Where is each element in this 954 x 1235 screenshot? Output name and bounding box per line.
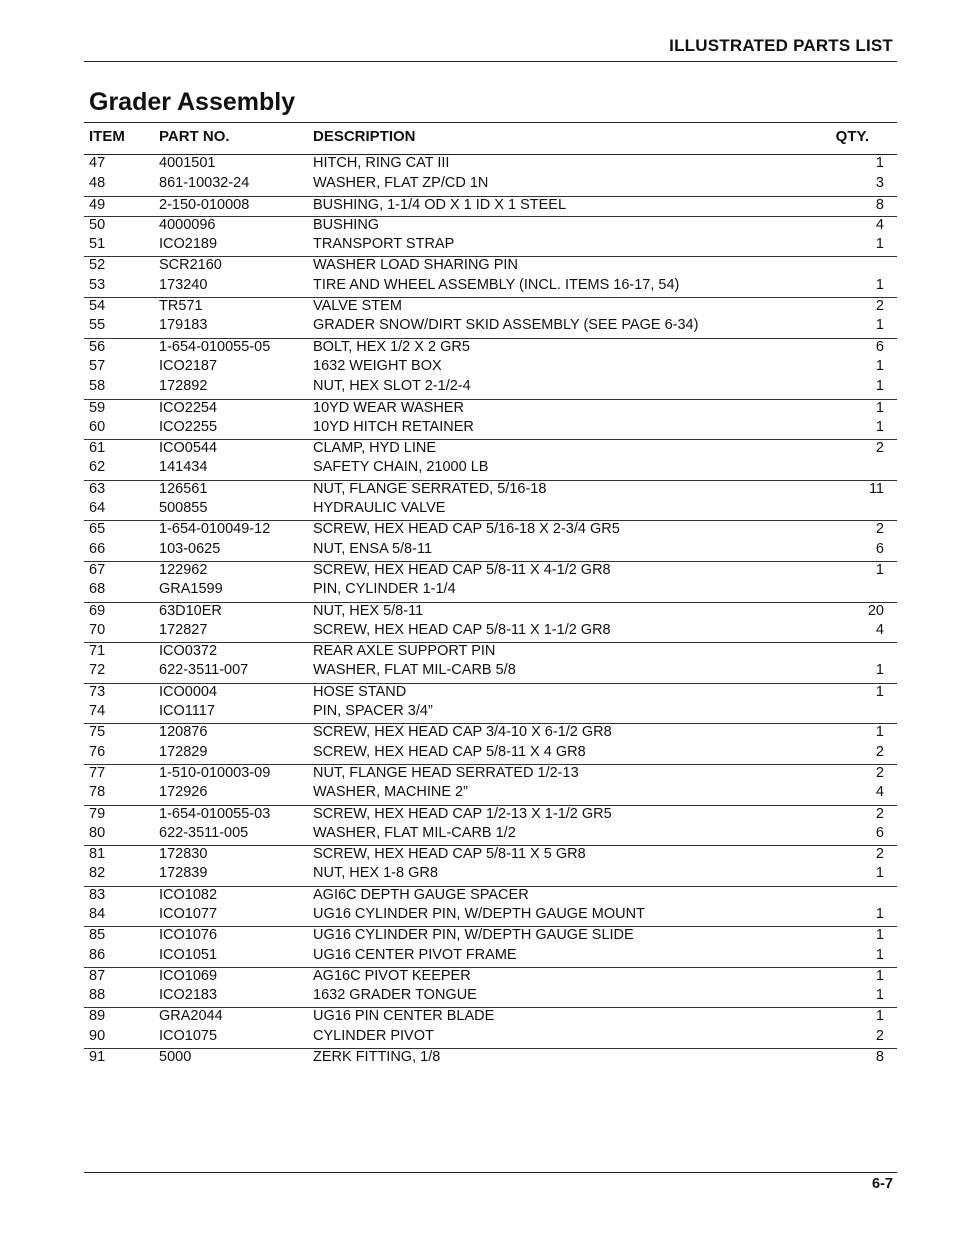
table-row <box>84 947 897 967</box>
row-description: AGI6C DEPTH GAUGE SPACER <box>313 886 529 903</box>
row-description: HYDRAULIC VALVE <box>313 500 446 517</box>
row-part-number: ICO0544 <box>159 440 218 457</box>
row-quantity: 1 <box>875 683 884 700</box>
row-item-number: 64 <box>89 500 106 517</box>
row-quantity: 1 <box>875 317 884 334</box>
row-item-number: 74 <box>89 703 106 720</box>
row-item-number: 81 <box>89 846 106 863</box>
table-row <box>84 216 897 236</box>
row-part-number: 172892 <box>159 378 208 395</box>
row-part-number: 172830 <box>159 846 208 863</box>
row-item-number: 57 <box>89 357 106 374</box>
row-description: WASHER LOAD SHARING PIN <box>313 257 518 274</box>
row-part-number: ICO2189 <box>159 236 218 253</box>
row-quantity: 1 <box>875 905 884 922</box>
row-item-number: 47 <box>89 155 106 171</box>
table-row <box>84 196 897 216</box>
row-description: WASHER, FLAT MIL-CARB 1/2 <box>313 824 516 841</box>
row-description: 10YD HITCH RETAINER <box>313 418 474 435</box>
row-part-number: 120876 <box>159 724 208 741</box>
table-header <box>84 124 897 155</box>
row-description: WASHER, FLAT MIL-CARB 5/8 <box>313 662 516 679</box>
table-row <box>84 439 897 459</box>
header-divider <box>84 61 897 62</box>
row-description: UG16 CYLINDER PIN, W/DEPTH GAUGE SLIDE <box>313 927 634 944</box>
row-part-number: 2-150-010008 <box>159 196 250 213</box>
row-part-number: 172829 <box>159 743 208 760</box>
row-quantity: 6 <box>875 540 884 557</box>
row-item-number: 60 <box>89 418 106 435</box>
row-quantity: 2 <box>875 764 884 781</box>
table-row <box>84 926 897 946</box>
row-item-number: 55 <box>89 317 106 334</box>
table-row <box>84 459 897 479</box>
row-item-number: 53 <box>89 276 106 293</box>
table-row <box>84 500 897 520</box>
row-description: ZERK FITTING, 1/8 <box>313 1049 441 1066</box>
row-item-number: 87 <box>89 967 106 984</box>
row-quantity: 1 <box>875 1008 884 1025</box>
table-row <box>84 297 897 317</box>
row-part-number: GRA1599 <box>159 581 223 598</box>
row-item-number: 78 <box>89 784 106 801</box>
row-item-number: 73 <box>89 683 106 700</box>
row-description: PIN, SPACER 3/4” <box>313 703 433 720</box>
row-quantity: 1 <box>875 418 884 435</box>
row-part-number: 4001501 <box>159 155 216 171</box>
row-quantity: 2 <box>875 521 884 538</box>
row-item-number: 89 <box>89 1008 106 1025</box>
row-item-number: 72 <box>89 662 106 679</box>
row-item-number: 79 <box>89 805 106 822</box>
column-header-description: DESCRIPTION <box>313 128 416 145</box>
row-item-number: 80 <box>89 824 106 841</box>
row-description: SCREW, HEX HEAD CAP 5/8-11 X 4 GR8 <box>313 743 586 760</box>
row-part-number: ICO1082 <box>159 886 218 903</box>
row-item-number: 88 <box>89 987 106 1004</box>
row-item-number: 68 <box>89 581 106 598</box>
table-row <box>84 480 897 500</box>
row-quantity: 2 <box>875 298 884 315</box>
row-description: GRADER SNOW/DIRT SKID ASSEMBLY (SEE PAGE 6-34) <box>313 317 699 334</box>
row-item-number: 59 <box>89 399 106 416</box>
row-description: WASHER, MACHINE 2” <box>313 784 468 801</box>
column-header-item: ITEM <box>89 128 125 145</box>
column-header-part-no: PART NO. <box>159 128 230 145</box>
row-item-number: 86 <box>89 946 106 963</box>
row-part-number: 5000 <box>159 1049 192 1066</box>
row-part-number: ICO0004 <box>159 683 218 700</box>
row-part-number: ICO1075 <box>159 1027 218 1044</box>
table-row <box>84 541 897 561</box>
table-row <box>84 399 897 419</box>
row-description: SCREW, HEX HEAD CAP 3/4-10 X 6-1/2 GR8 <box>313 724 612 741</box>
table-row <box>84 683 897 703</box>
table-row <box>84 378 897 398</box>
row-quantity: 8 <box>875 196 884 213</box>
table-row <box>84 642 897 662</box>
row-quantity: 2 <box>875 743 884 760</box>
table-row <box>84 520 897 540</box>
row-part-number: 172926 <box>159 784 208 801</box>
parts-table <box>84 124 897 1068</box>
row-description: NUT, HEX 5/8-11 <box>313 602 424 619</box>
row-part-number: 172839 <box>159 865 208 882</box>
row-description: CYLINDER PIVOT <box>313 1027 434 1044</box>
row-quantity: 6 <box>875 338 884 355</box>
row-quantity: 8 <box>875 1049 884 1066</box>
table-row <box>84 175 897 195</box>
table-row <box>84 987 897 1007</box>
table-row <box>84 1048 897 1068</box>
table-row <box>84 236 897 256</box>
table-row <box>84 865 897 885</box>
row-item-number: 85 <box>89 927 106 944</box>
table-row <box>84 784 897 804</box>
row-description: SCREW, HEX HEAD CAP 5/8-11 X 4-1/2 GR8 <box>313 561 611 578</box>
table-row <box>84 419 897 439</box>
row-description: NUT, HEX 1-8 GR8 <box>313 865 438 882</box>
row-item-number: 76 <box>89 743 106 760</box>
table-row <box>84 277 897 297</box>
row-item-number: 83 <box>89 886 106 903</box>
row-part-number: ICO2187 <box>159 357 218 374</box>
row-description: UG16 PIN CENTER BLADE <box>313 1008 495 1025</box>
table-row <box>84 1007 897 1027</box>
row-description: BUSHING <box>313 216 380 233</box>
row-description: 10YD WEAR WASHER <box>313 399 464 416</box>
row-quantity: 1 <box>875 724 884 741</box>
row-item-number: 52 <box>89 257 106 274</box>
row-part-number: ICO0372 <box>159 643 218 660</box>
row-quantity: 20 <box>867 602 884 619</box>
section-title: ILLUSTRATED PARTS LIST <box>669 36 893 55</box>
row-quantity: 2 <box>875 440 884 457</box>
row-item-number: 70 <box>89 621 106 638</box>
row-quantity: 2 <box>875 846 884 863</box>
row-description: TIRE AND WHEEL ASSEMBLY (INCL. ITEMS 16-17, 54) <box>313 276 680 293</box>
row-description: NUT, HEX SLOT 2-1/2-4 <box>313 378 471 395</box>
row-part-number: ICO1051 <box>159 946 218 963</box>
row-part-number: 173240 <box>159 276 208 293</box>
row-item-number: 58 <box>89 378 106 395</box>
row-part-number: ICO1069 <box>159 967 218 984</box>
table-row <box>84 744 897 764</box>
row-item-number: 90 <box>89 1027 106 1044</box>
table-row <box>84 825 897 845</box>
row-part-number: 1-654-010055-03 <box>159 805 271 822</box>
row-part-number: 122962 <box>159 561 208 578</box>
row-part-number: ICO2255 <box>159 418 218 435</box>
row-description: REAR AXLE SUPPORT PIN <box>313 643 496 660</box>
row-quantity: 4 <box>875 216 884 233</box>
row-description: SCREW, HEX HEAD CAP 1/2-13 X 1-1/2 GR5 <box>313 805 612 822</box>
row-part-number: 1-654-010055-05 <box>159 338 271 355</box>
row-part-number: GRA2044 <box>159 1008 223 1025</box>
row-quantity: 1 <box>875 967 884 984</box>
table-row <box>84 805 897 825</box>
row-description: WASHER, FLAT ZP/CD 1N <box>313 175 489 192</box>
row-quantity: 3 <box>875 175 884 192</box>
row-item-number: 67 <box>89 561 106 578</box>
row-description: TRANSPORT STRAP <box>313 236 455 253</box>
row-item-number: 75 <box>89 724 106 741</box>
column-header-qty: QTY. <box>835 128 869 145</box>
row-quantity: 1 <box>875 865 884 882</box>
table-row <box>84 317 897 337</box>
row-part-number: ICO2254 <box>159 399 218 416</box>
page-number: 6-7 <box>872 1176 893 1192</box>
row-item-number: 91 <box>89 1049 106 1066</box>
row-item-number: 84 <box>89 905 106 922</box>
row-part-number: 63D10ER <box>159 602 222 619</box>
row-description: BUSHING, 1-1/4 OD X 1 ID X 1 STEEL <box>313 196 567 213</box>
row-part-number: TR571 <box>159 298 203 315</box>
row-quantity: 1 <box>875 155 884 171</box>
row-description: NUT, FLANGE HEAD SERRATED 1/2-13 <box>313 764 579 781</box>
row-part-number: 103-0625 <box>159 540 221 557</box>
row-description: NUT, FLANGE SERRATED, 5/16-18 <box>313 480 547 497</box>
row-description: SCREW, HEX HEAD CAP 5/16-18 X 2-3/4 GR5 <box>313 521 620 538</box>
row-quantity: 1 <box>875 378 884 395</box>
row-description: HOSE STAND <box>313 683 407 700</box>
row-part-number: ICO1076 <box>159 927 218 944</box>
row-part-number: 622-3511-005 <box>159 824 249 841</box>
table-row <box>84 602 897 622</box>
footer-divider <box>84 1172 897 1173</box>
row-part-number: 861-10032-24 <box>159 175 250 192</box>
row-item-number: 82 <box>89 865 106 882</box>
table-row <box>84 723 897 743</box>
row-description: CLAMP, HYD LINE <box>313 440 437 457</box>
row-item-number: 63 <box>89 480 106 497</box>
row-description: BOLT, HEX 1/2 X 2 GR5 <box>313 338 470 355</box>
row-quantity: 1 <box>875 399 884 416</box>
row-quantity: 4 <box>875 784 884 801</box>
row-description: UG16 CYLINDER PIN, W/DEPTH GAUGE MOUNT <box>313 905 645 922</box>
row-quantity: 2 <box>875 1027 884 1044</box>
row-quantity: 6 <box>875 824 884 841</box>
row-description: PIN, CYLINDER 1-1/4 <box>313 581 456 598</box>
table-row <box>84 581 897 601</box>
row-part-number: ICO1077 <box>159 905 218 922</box>
row-item-number: 61 <box>89 440 106 457</box>
table-row <box>84 662 897 682</box>
table-row <box>84 561 897 581</box>
table-row <box>84 703 897 723</box>
row-quantity: 1 <box>875 357 884 374</box>
row-part-number: 1-654-010049-12 <box>159 521 271 538</box>
table-row <box>84 906 897 926</box>
row-part-number: SCR2160 <box>159 257 222 274</box>
table-row <box>84 338 897 358</box>
table-row <box>84 256 897 276</box>
page-title: Grader Assembly <box>89 88 296 116</box>
title-divider <box>84 122 897 123</box>
row-quantity: 1 <box>875 236 884 253</box>
table-row <box>84 1028 897 1048</box>
row-description: SAFETY CHAIN, 21000 LB <box>313 459 489 476</box>
row-quantity: 4 <box>875 621 884 638</box>
row-quantity: 1 <box>875 927 884 944</box>
row-quantity: 1 <box>875 662 884 679</box>
table-row <box>84 967 897 987</box>
row-description: NUT, ENSA 5/8-11 <box>313 540 433 557</box>
row-quantity: 11 <box>868 480 884 497</box>
row-quantity: 2 <box>875 805 884 822</box>
table-row <box>84 764 897 784</box>
row-item-number: 71 <box>89 643 106 660</box>
row-description: UG16 CENTER PIVOT FRAME <box>313 946 517 963</box>
row-quantity: 1 <box>875 987 884 1004</box>
row-part-number: 126561 <box>159 480 208 497</box>
row-item-number: 62 <box>89 459 106 476</box>
row-item-number: 50 <box>89 216 106 233</box>
row-description: SCREW, HEX HEAD CAP 5/8-11 X 5 GR8 <box>313 846 586 863</box>
table-row <box>84 358 897 378</box>
table-body <box>84 155 897 1068</box>
row-part-number: 179183 <box>159 317 208 334</box>
row-item-number: 69 <box>89 602 106 619</box>
table-row <box>84 886 897 906</box>
row-part-number: ICO2183 <box>159 987 218 1004</box>
row-description: 1632 GRADER TONGUE <box>313 987 477 1004</box>
row-part-number: ICO1117 <box>159 703 215 720</box>
row-quantity: 1 <box>875 561 884 578</box>
row-part-number: 622-3511-007 <box>159 662 249 679</box>
row-description: AG16C PIVOT KEEPER <box>313 967 471 984</box>
row-part-number: 141434 <box>159 459 208 476</box>
row-description: HITCH, RING CAT III <box>313 155 450 171</box>
row-description: VALVE STEM <box>313 298 402 315</box>
row-item-number: 48 <box>89 175 106 192</box>
row-part-number: 172827 <box>159 621 208 638</box>
row-item-number: 51 <box>89 236 106 253</box>
row-description: SCREW, HEX HEAD CAP 5/8-11 X 1-1/2 GR8 <box>313 621 611 638</box>
row-description: 1632 WEIGHT BOX <box>313 357 442 374</box>
table-row <box>84 845 897 865</box>
row-quantity: 1 <box>875 276 884 293</box>
row-part-number: 1-510-010003-09 <box>159 764 271 781</box>
row-item-number: 66 <box>89 540 106 557</box>
row-part-number: 4000096 <box>159 216 216 233</box>
row-item-number: 54 <box>89 298 106 315</box>
row-quantity: 1 <box>875 946 884 963</box>
row-item-number: 77 <box>89 764 106 781</box>
table-row <box>84 155 897 175</box>
row-part-number: 500855 <box>159 500 208 517</box>
row-item-number: 65 <box>89 521 106 538</box>
table-row <box>84 622 897 642</box>
row-item-number: 56 <box>89 338 106 355</box>
row-item-number: 49 <box>89 196 106 213</box>
